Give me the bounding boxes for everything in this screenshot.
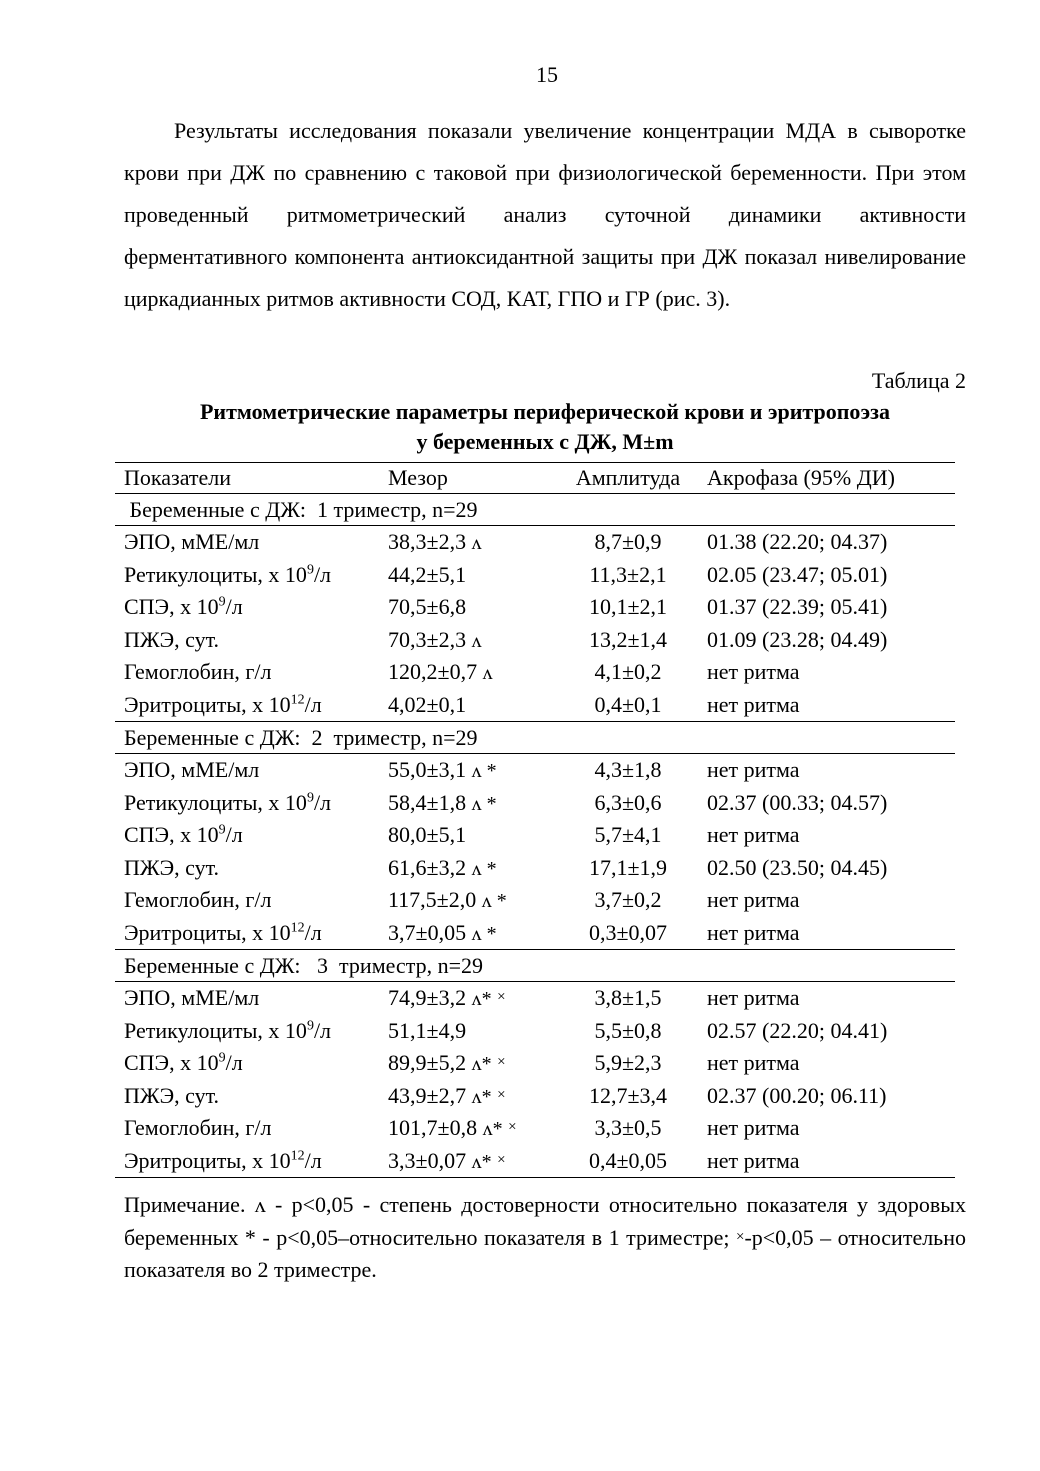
mesor-cell [379, 1015, 558, 1048]
mesor-cell [379, 1112, 558, 1145]
indicator-name: Ретикулоциты, х 10 [124, 561, 307, 587]
amplitude-cell: 5,9±2,3 [594, 1050, 662, 1076]
amplitude-cell: 13,2±1,4 [588, 626, 668, 652]
acrophase-cell: 01.37 (22.39; 05.41) [707, 594, 888, 620]
mesor-value: 38,3±2,3 [388, 529, 467, 555]
amplitude-cell: 4,1±0,2 [594, 659, 662, 685]
paragraph-text: Результаты исследования показали увеличение концентрации МДА в сыворотке крови при ДЖ по сравнению с таковой при физиологической беременности. При этом проведенный ритмометрический анализ суточной динамики активности ферментативного компонента антиоксидантной защиты при ДЖ показал нивелирование циркадианных ритмов активности СОД, КАТ, ГПО и ГР (рис. 3). [124, 118, 966, 311]
table-row [115, 1145, 955, 1178]
indicator-cell [115, 591, 379, 624]
amplitude-cell: 0,4±0,05 [558, 1145, 698, 1178]
note-x-mark: × [735, 1229, 745, 1245]
indicator-name: ПЖЭ, сут. [124, 626, 220, 652]
amplitude-cell: 8,7±0,9 [594, 529, 662, 555]
indicator-cell [115, 624, 379, 657]
table-body [115, 463, 955, 1178]
mesor-value: 74,9±3,2 [388, 985, 467, 1011]
table-row [115, 559, 955, 592]
mesor-cell [379, 819, 558, 852]
indicator-exponent: 9 [306, 790, 314, 806]
significance-marks: ʌ* [471, 1085, 492, 1108]
acrophase-cell: нет ритма [707, 1115, 800, 1141]
table-row [115, 852, 955, 885]
header-mesor: Мезор [379, 463, 558, 494]
acrophase-cell: нет ритма [707, 822, 800, 848]
table-row [115, 982, 955, 1015]
indicator-unit: /л [225, 594, 243, 620]
acrophase-cell: 02.37 (00.20; 06.11) [707, 1082, 887, 1108]
indicator-unit: /л [225, 822, 243, 848]
header-indicator: Показатели [115, 463, 379, 494]
table-row [115, 526, 955, 559]
significance-marks: ʌ [482, 662, 493, 685]
indicator-cell [115, 787, 379, 820]
indicator-cell [115, 689, 379, 722]
significance-marks: ʌ * [471, 792, 497, 815]
indicator-cell [115, 559, 379, 592]
table-row [115, 624, 955, 657]
table-group-row [115, 722, 955, 754]
indicator-cell [115, 1112, 379, 1145]
significance-marks: ʌ * [471, 857, 497, 880]
acrophase-cell: 02.37 (00.33; 04.57) [707, 789, 888, 815]
table-row [115, 1015, 955, 1048]
mesor-value: 101,7±0,8 [388, 1115, 478, 1141]
mesor-cell [379, 982, 558, 1015]
table-row [115, 787, 955, 820]
indicator-unit: /л [225, 1050, 243, 1076]
amplitude-cell: 11,3±2,1 [589, 561, 667, 587]
indicator-exponent: 9 [218, 594, 226, 610]
indicator-name: Гемоглобин, г/л [124, 887, 272, 913]
indicator-name: ЭПО, мМЕ/мл [124, 757, 260, 783]
table-row [115, 591, 955, 624]
indicator-name: ЭПО, мМЕ/мл [124, 985, 260, 1011]
header-amplitude: Амплитуда [558, 463, 698, 494]
significance-x-mark: × [497, 1086, 506, 1103]
mesor-value: 43,9±2,7 [388, 1082, 467, 1108]
mesor-value: 70,3±2,3 [388, 626, 467, 652]
amplitude-cell: 6,3±0,6 [594, 789, 662, 815]
indicator-unit: /л [313, 561, 332, 587]
indicator-name: СПЭ, х 10 [124, 822, 219, 848]
mesor-value: 3,7±0,05 [388, 919, 467, 945]
significance-marks: ʌ* [471, 1150, 492, 1173]
table-note [124, 1189, 966, 1286]
significance-marks: ʌ* [471, 1053, 492, 1076]
indicator-name: ЭПО, мМЕ/мл [124, 529, 260, 555]
indicator-name: Ретикулоциты, х 10 [124, 789, 307, 815]
mesor-value: 120,2±0,7 [388, 659, 478, 685]
indicator-cell [115, 1047, 379, 1080]
header-acrophase: Акрофаза (95% ДИ) [698, 463, 955, 494]
amplitude-cell: 4,3±1,8 [594, 757, 662, 783]
indicator-name: СПЭ, х 10 [124, 1050, 219, 1076]
indicator-name: ПЖЭ, сут. [124, 1082, 220, 1108]
mesor-cell [379, 852, 558, 885]
acrophase-cell: нет ритма [707, 887, 800, 913]
indicator-cell [115, 1015, 379, 1048]
amplitude-cell: 3,3±0,5 [594, 1115, 662, 1141]
mesor-value: 3,3±0,07 [388, 1147, 467, 1173]
acrophase-cell: 02.05 (23.47; 05.01) [707, 561, 888, 587]
indicator-exponent: 9 [218, 822, 226, 838]
indicator-unit: /л [304, 919, 322, 945]
acrophase-cell: 02.57 (22.20; 04.41) [707, 1017, 888, 1043]
significance-marks: ʌ * [471, 760, 497, 783]
acrophase-cell: нет ритма [707, 659, 800, 685]
mesor-cell [379, 754, 558, 787]
group-label: Беременные с ДЖ: 2 триместр, n=29 [115, 722, 955, 754]
mesor-value: 55,0±3,1 [388, 757, 467, 783]
indicator-cell [115, 754, 379, 787]
significance-marks: ʌ * [471, 922, 497, 945]
mesor-value: 70,5±6,8 [388, 594, 467, 620]
acrophase-cell: 01.09 (23.28; 04.49) [707, 626, 888, 652]
mesor-cell [379, 1080, 558, 1113]
amplitude-cell: 0,4±0,1 [558, 689, 698, 722]
amplitude-cell: 0,3±0,07 [558, 917, 698, 950]
indicator-exponent: 12 [290, 920, 305, 936]
group-label: Беременные с ДЖ: 3 триместр, n=29 [115, 950, 955, 982]
significance-marks: ʌ* [471, 988, 492, 1011]
mesor-value: 80,0±5,1 [388, 822, 467, 848]
indicator-cell [115, 982, 379, 1015]
mesor-cell [379, 787, 558, 820]
indicator-unit: /л [304, 691, 322, 717]
amplitude-cell: 3,8±1,5 [594, 985, 662, 1011]
indicator-name: ПЖЭ, сут. [124, 854, 220, 880]
indicator-cell [115, 1080, 379, 1113]
indicator-unit: /л [304, 1147, 322, 1173]
table-row [115, 917, 955, 950]
table-group-row [115, 494, 955, 526]
indicator-cell [115, 852, 379, 885]
indicator-exponent: 12 [290, 1148, 305, 1164]
group-label: Беременные с ДЖ: 1 триместр, n=29 [115, 494, 955, 526]
mesor-cell [379, 591, 558, 624]
significance-x-mark: × [497, 1151, 506, 1168]
note-tail-text: -p<0,05 – относительно показателя во 2 триместре. [124, 1225, 966, 1282]
acrophase-cell: нет ритма [698, 917, 955, 950]
table-row [115, 1047, 955, 1080]
mesor-cell [379, 689, 558, 722]
mesor-cell [379, 656, 558, 689]
indicator-cell [115, 884, 379, 917]
indicator-cell [115, 917, 379, 950]
indicator-exponent: 9 [306, 1018, 314, 1034]
mesor-value: 61,6±3,2 [388, 854, 467, 880]
mesor-value: 4,02±0,1 [388, 691, 467, 717]
table-group-row [115, 950, 955, 982]
indicator-cell [115, 656, 379, 689]
indicator-name: Эритроциты, х 10 [124, 691, 291, 717]
rhythm-table [115, 462, 955, 1178]
indicator-name: Эритроциты, х 10 [124, 919, 291, 945]
amplitude-cell: 10,1±2,1 [588, 594, 668, 620]
acrophase-cell: нет ритма [698, 1145, 955, 1178]
body-paragraph [124, 110, 966, 320]
table-title-line-2: у беременных с ДЖ, M±m [416, 429, 674, 454]
amplitude-cell: 5,7±4,1 [594, 822, 662, 848]
indicator-name: Ретикулоциты, х 10 [124, 1017, 307, 1043]
significance-marks: ʌ * [481, 890, 507, 913]
indicator-name: СПЭ, х 10 [124, 594, 219, 620]
mesor-cell [379, 917, 558, 950]
mesor-cell [379, 1047, 558, 1080]
significance-marks: ʌ* [482, 1118, 503, 1141]
indicator-exponent: 9 [306, 562, 314, 578]
mesor-value: 44,2±5,1 [388, 561, 467, 587]
table-row [115, 1112, 955, 1145]
page-number: 15 [536, 62, 558, 87]
indicator-cell [115, 526, 379, 559]
table-row [115, 754, 955, 787]
mesor-cell [379, 559, 558, 592]
mesor-cell [379, 884, 558, 917]
mesor-value: 117,5±2,0 [388, 887, 477, 913]
table-title [124, 397, 966, 457]
indicator-exponent: 9 [218, 1050, 226, 1066]
significance-x-mark: × [497, 989, 506, 1006]
acrophase-cell: нет ритма [707, 1050, 800, 1076]
mesor-value: 89,9±5,2 [388, 1050, 467, 1076]
amplitude-cell: 12,7±3,4 [588, 1082, 668, 1108]
indicator-name: Гемоглобин, г/л [124, 659, 272, 685]
indicator-cell [115, 819, 379, 852]
table-label: Таблица 2 [871, 368, 966, 393]
table-header-row [115, 463, 955, 494]
significance-marks: ʌ [471, 532, 482, 555]
acrophase-cell: 01.38 (22.20; 04.37) [707, 529, 888, 555]
table-title-line-1: Ритмометрические параметры периферической крови и эритропоэза [199, 399, 891, 424]
indicator-name: Эритроциты, х 10 [124, 1147, 291, 1173]
table-row [115, 819, 955, 852]
mesor-cell [379, 624, 558, 657]
mesor-value: 58,4±1,8 [388, 789, 467, 815]
indicator-unit: /л [313, 789, 332, 815]
amplitude-cell: 5,5±0,8 [594, 1017, 662, 1043]
significance-marks: ʌ [471, 629, 482, 652]
indicator-unit: /л [313, 1017, 332, 1043]
significance-x-mark: × [497, 1054, 506, 1071]
mesor-cell [379, 526, 558, 559]
table-row [115, 656, 955, 689]
mesor-value: 51,1±4,9 [388, 1017, 467, 1043]
note-main-text: Примечание. ʌ - p<0,05 - степень достоверности относительно показателя у здоровых беременных * - p<0,05–относительно показателя в 1 триместре; [124, 1192, 966, 1250]
indicator-cell [115, 1145, 379, 1178]
table-row [115, 689, 955, 722]
amplitude-cell: 3,7±0,2 [594, 887, 662, 913]
indicator-exponent: 12 [290, 692, 305, 708]
acrophase-cell: 02.50 (23.50; 04.45) [707, 854, 888, 880]
acrophase-cell: нет ритма [707, 985, 800, 1011]
mesor-cell [379, 1145, 558, 1178]
acrophase-cell: нет ритма [698, 689, 955, 722]
significance-x-mark: × [508, 1119, 517, 1136]
table-row [115, 1080, 955, 1113]
acrophase-cell: нет ритма [707, 757, 800, 783]
amplitude-cell: 17,1±1,9 [588, 854, 668, 880]
table-row [115, 884, 955, 917]
indicator-name: Гемоглобин, г/л [124, 1115, 272, 1141]
